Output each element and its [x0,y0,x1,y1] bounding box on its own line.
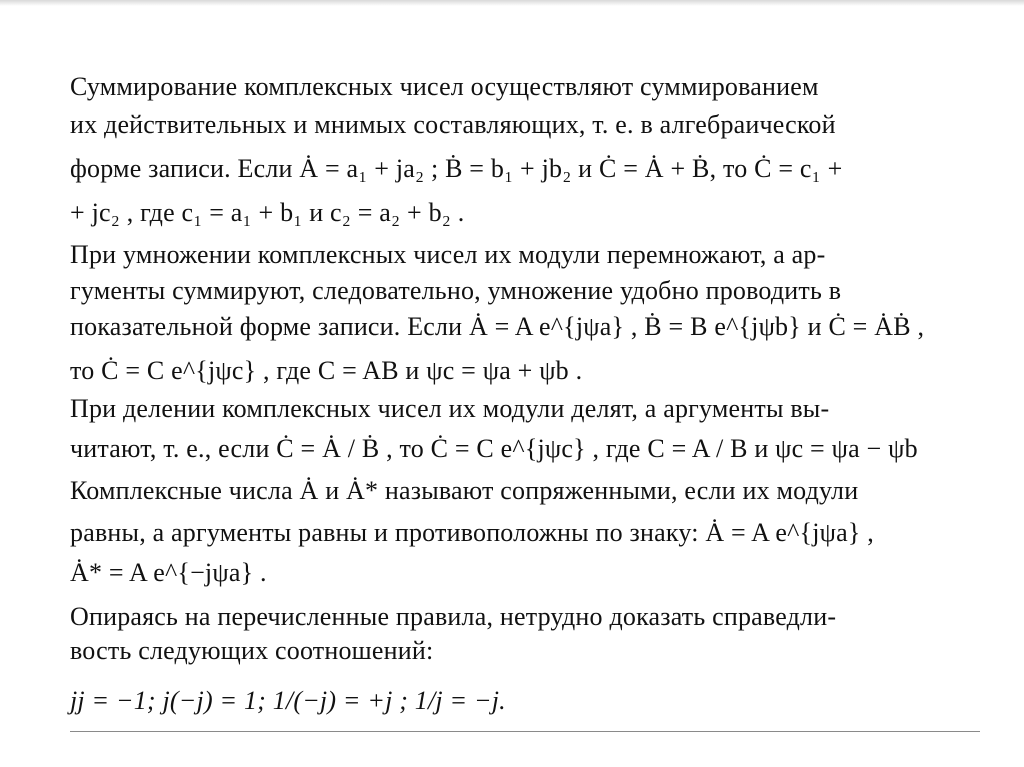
text-line: При умножении комплексных чисел их модули перемножают, а ар- [70,240,826,269]
text-line: + jc₂ , где c₁ = a₁ + b₁ и c₂ = a₂ + b₂ . [70,198,465,227]
text-line: вость следующих соотношений: [70,636,434,665]
text-line: показательной форме записи. Если Ȧ = A e^{jψa} , Ḃ = B e^{jψb} и Ċ = ȦḂ , [70,312,925,341]
text-line: Опираясь на перечисленные правила, нетрудно доказать справедли- [70,602,837,631]
page-top-shadow [0,0,1024,6]
text-line: то Ċ = C e^{jψc} , где C = AB и ψc = ψa + ψb . [70,356,583,385]
text-line: равны, а аргументы равны и противоположны по знаку: Ȧ = A e^{jψa} , [70,518,874,547]
text-line: форме записи. Если Ȧ = a₁ + ja₂ ; Ḃ = b₁ + jb₂ и Ċ = Ȧ + Ḃ, то Ċ = c₁ + [70,154,843,183]
text-line: их действительных и мнимых составляющих, т. е. в алгебраической [70,110,836,139]
formula-line: jj = −1; j(−j) = 1; 1/(−j) = +j ; 1/j = −j. [70,686,506,715]
text-line: гументы суммируют, следовательно, умножение удобно проводить в [70,276,842,305]
text-line: Комплексные числа Ȧ и Ȧ* называют сопряженными, если их модули [70,476,859,505]
text-line: Суммирование комплексных чисел осуществляют суммированием [70,72,819,101]
text-line: читают, т. е., если Ċ = Ȧ / Ḃ , то Ċ = C e^{jψc} , где C = A / B и ψc = ψa − ψb [70,434,918,463]
text-line: Ȧ* = A e^{−jψa} . [70,558,267,587]
bottom-divider [70,731,980,732]
text-line: При делении комплексных чисел их модули делят, а аргументы вы- [70,394,830,423]
scanned-text-block [70,62,980,732]
